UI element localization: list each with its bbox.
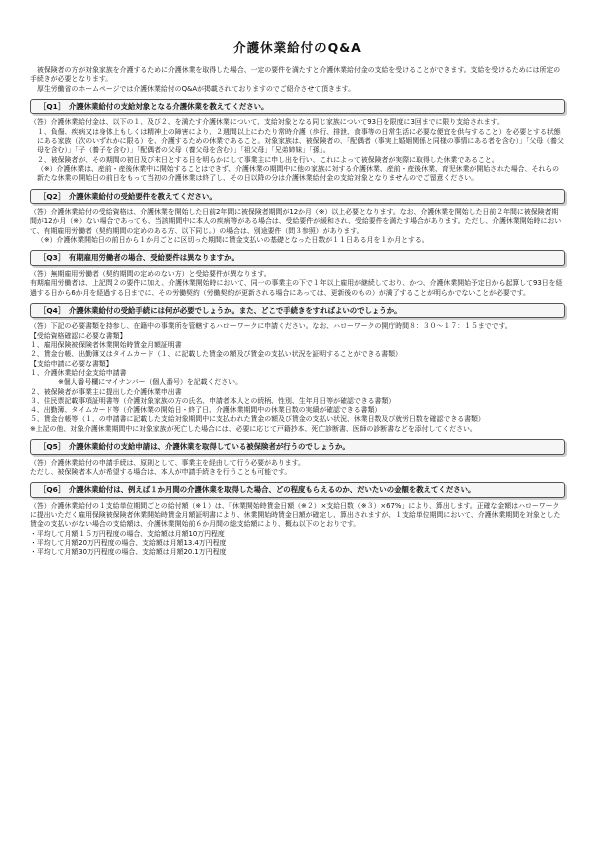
answer-line: ・平均して月額30万円程度の場合、支給額は月額20.1万円程度 bbox=[30, 548, 227, 557]
answer-block bbox=[30, 502, 565, 558]
answer-line: （答）介護休業給付の申請手続は、原則として、事業主を経由して行う必要があります。 bbox=[30, 458, 305, 467]
answer-line: １、介護休業給付金支給申請書 bbox=[30, 368, 127, 377]
answer-line: ２、賃金台帳、出勤簿又はタイムカード（１、に記載した賃金の額及び賃金の支払い状況を証明することができる書類） bbox=[30, 350, 402, 359]
answer-line: ３、住民票記載事項証明書等（介護対象家族の方の氏名、申請者本人との続柄、性別、生年月日等が確認できる書類） bbox=[30, 396, 396, 405]
question-heading: ［Q2］ 介護休業給付の受給要件を教えてください。 bbox=[30, 189, 565, 205]
answer-line: ２、被保険者が事業主に提出した介護休業申出書 bbox=[30, 387, 182, 396]
answer-line: ただし、被保険者本人が希望する場合は、本人が申請手続きを行うことも可能です。 bbox=[30, 467, 292, 476]
question-heading: ［Q6］ 介護休業給付は、例えば１か月間の介護休業を取得した場合、どの程度もらえるのか、だいたいの金額を教えてください。 bbox=[30, 482, 565, 498]
answer-line: （答）介護休業給付金は、以下の１、及び２、を満たす介護休業について、支給対象となる同じ家族について93日を限度に3回までに限り支給されます。 bbox=[30, 118, 504, 127]
intro-section bbox=[30, 66, 565, 94]
answer-line: ４、出勤簿、タイムカード等（介護休業の開始日・終了日、介護休業期間中の休業日数の実績が確認できる書類） bbox=[30, 406, 382, 415]
question-heading: ［Q4］ 介護休業給付の受給手続には何が必要でしょうか。また、どこで手続きをすればよいのでしょうか。 bbox=[30, 303, 565, 319]
answer-line: ・平均して月額１５万円程度の場合、支給額は月額10万円程度 bbox=[30, 529, 225, 538]
page-title: 介護休業給付のQ&A bbox=[233, 40, 362, 55]
answer-line: ・平均して月額20万円程度の場合、支給額は月額13.4万円程度 bbox=[30, 538, 227, 547]
answer-line: （※）介護休業は、産前・産後休業中に開始することはできず、介護休業の期間中に他の家族に対する介護休業、産前・産後休業、育児休業が開始された場合、それらの新たな休業の開始日の前日をもって当初の介護休業は終了し、その日以降の分は介護休業給付金の支給対象となりませんのでご留意ください。 bbox=[37, 164, 560, 183]
answer-line: （答）無期雇用労働者（契約期間の定めのない方）と受給要件が異なります。 bbox=[30, 269, 271, 278]
intro-paragraph: 被保険者の方が対象家族を介護するために介護休業を取得した場合、一定の要件を満たすと介護休業給付金の支給を受けることができます。支給を受けるためには所定の手続きが必要となります。 bbox=[30, 66, 561, 84]
question-heading: ［Q1］ 介護休業給付の支給対象となる介護休業を教えてください。 bbox=[30, 99, 565, 115]
question-heading: ［Q5］ 介護休業給付の支給申請は、介護休業を取得している被保険者が行うのでしょうか。 bbox=[30, 439, 565, 455]
answer-block bbox=[30, 459, 565, 478]
answer-line: （答）下記の必要書類を持参し、在籍中の事業所を管轄するハローワークに申請ください。なお、ハローワークの開庁時間８：３０～１７：１５までです。 bbox=[30, 322, 512, 331]
question-heading: ［Q3］ 有期雇用労働者の場合、受給要件は異なりますか。 bbox=[30, 250, 565, 266]
answer-block bbox=[30, 118, 565, 183]
answer-block bbox=[30, 322, 565, 434]
qa-list bbox=[30, 99, 565, 558]
answer-line: （答）介護休業給付の受給資格は、介護休業を開始した日前2年間に被保険者期間が12か月（※）以上必要となります。なお、介護休業を開始した日前２年間に被保険者期間が12か月（※）ない場合であっても、当該期間中に本人の疾病等がある場合は、受給要件が緩和され、受給要件を満たす場合があります。ただし、介護休業開始時において、有期雇用労働者（契約期間の定めのある方、以下同じ。）の場合は、別途要件（問３参照）があります。 bbox=[30, 208, 562, 235]
answer-line: ※上記の他、対象介護休業期間中に対象家族が死亡した場合には、必要に応じて戸籍抄本、死亡診断書、医師の診断書などを添付してください。 bbox=[30, 424, 477, 433]
answer-line: （答）介護休業給付の１支給単位期間ごとの給付額（※１）は、「休業開始時賃金日額（※２）×支給日数（※３）×67%」により、算出します。正確な金額はハローワークに提出いただく雇用保険被保険者休業開始時賃金月額証明書により、休業開始時賃金日額が確定し、算出されますが、１支給単位期間において、介護休業期間を対象とした賃金の支払いがない場合の支給額は、介護休業開始前６か月間の総支給額により、概ね以下のとおりです。 bbox=[30, 501, 561, 529]
answer-line: ５、賃金台帳等（１、の申請書に記載した支給対象期間中に支払われた賃金の額及び賃金の支払い状況、休業日数及び就労日数を確認できる書類） bbox=[30, 415, 485, 424]
answer-line: １、雇用保険被保険者休業開始時賃金月額証明書 bbox=[30, 341, 182, 350]
answer-line: 有期雇用労働者は、上記問２の要件に加え、介護休業開始時において、同一の事業主の下で１年以上雇用が継続しており、かつ、介護休業開始予定日から起算して93日を経過する日から6か月を経過する日までに、その労働契約（労働契約が更新される場合にあっては、更新後のもの）が満了することが明らかでないことが必要です。 bbox=[30, 279, 563, 297]
answer-block bbox=[30, 208, 565, 245]
answer-block bbox=[30, 270, 565, 298]
answer-line: 【支給申請に必要な書類】 bbox=[30, 359, 113, 368]
answer-line: 【受給資格確認に必要な書類】 bbox=[30, 331, 127, 340]
answer-line: （※）介護休業開始日の前日から１か月ごとに区切った期間に賃金支払いの基礎となった日数が１１日ある月を１か月とする。 bbox=[37, 236, 429, 245]
answer-line: ※個人番号欄にマイナンバー（個人番号）を記載ください。 bbox=[58, 378, 242, 387]
answer-line: ２、被保険者が、その期間の初日及び末日とする日を明らかにして事業主に申し出を行い、これによって被保険者が実際に取得した休業であること。 bbox=[37, 155, 499, 164]
answer-line: １、負傷、疾病又は身体上もしくは精神上の障害により、２週間以上にわたり常時介護（歩行、排泄、食事等の日常生活に必要な便宜を供与すること）を必要とする状態にある家族（次のいずれかに限る）を、介護するための休業であること。対象家族は、被保険者の、「配偶者（事実上婚姻関係と同様の事情にある者を含む）」「父母（養父母を含む）」「子（養子を含む）」「配偶者の父母（養父母を含む）」「祖父母」「兄弟姉妹」「孫」。 bbox=[37, 127, 564, 155]
intro-paragraph: 厚生労働省のホームページでは介護休業給付のQ&Aが掲載されておりますのでご紹介させて頂きます。 bbox=[37, 84, 356, 93]
